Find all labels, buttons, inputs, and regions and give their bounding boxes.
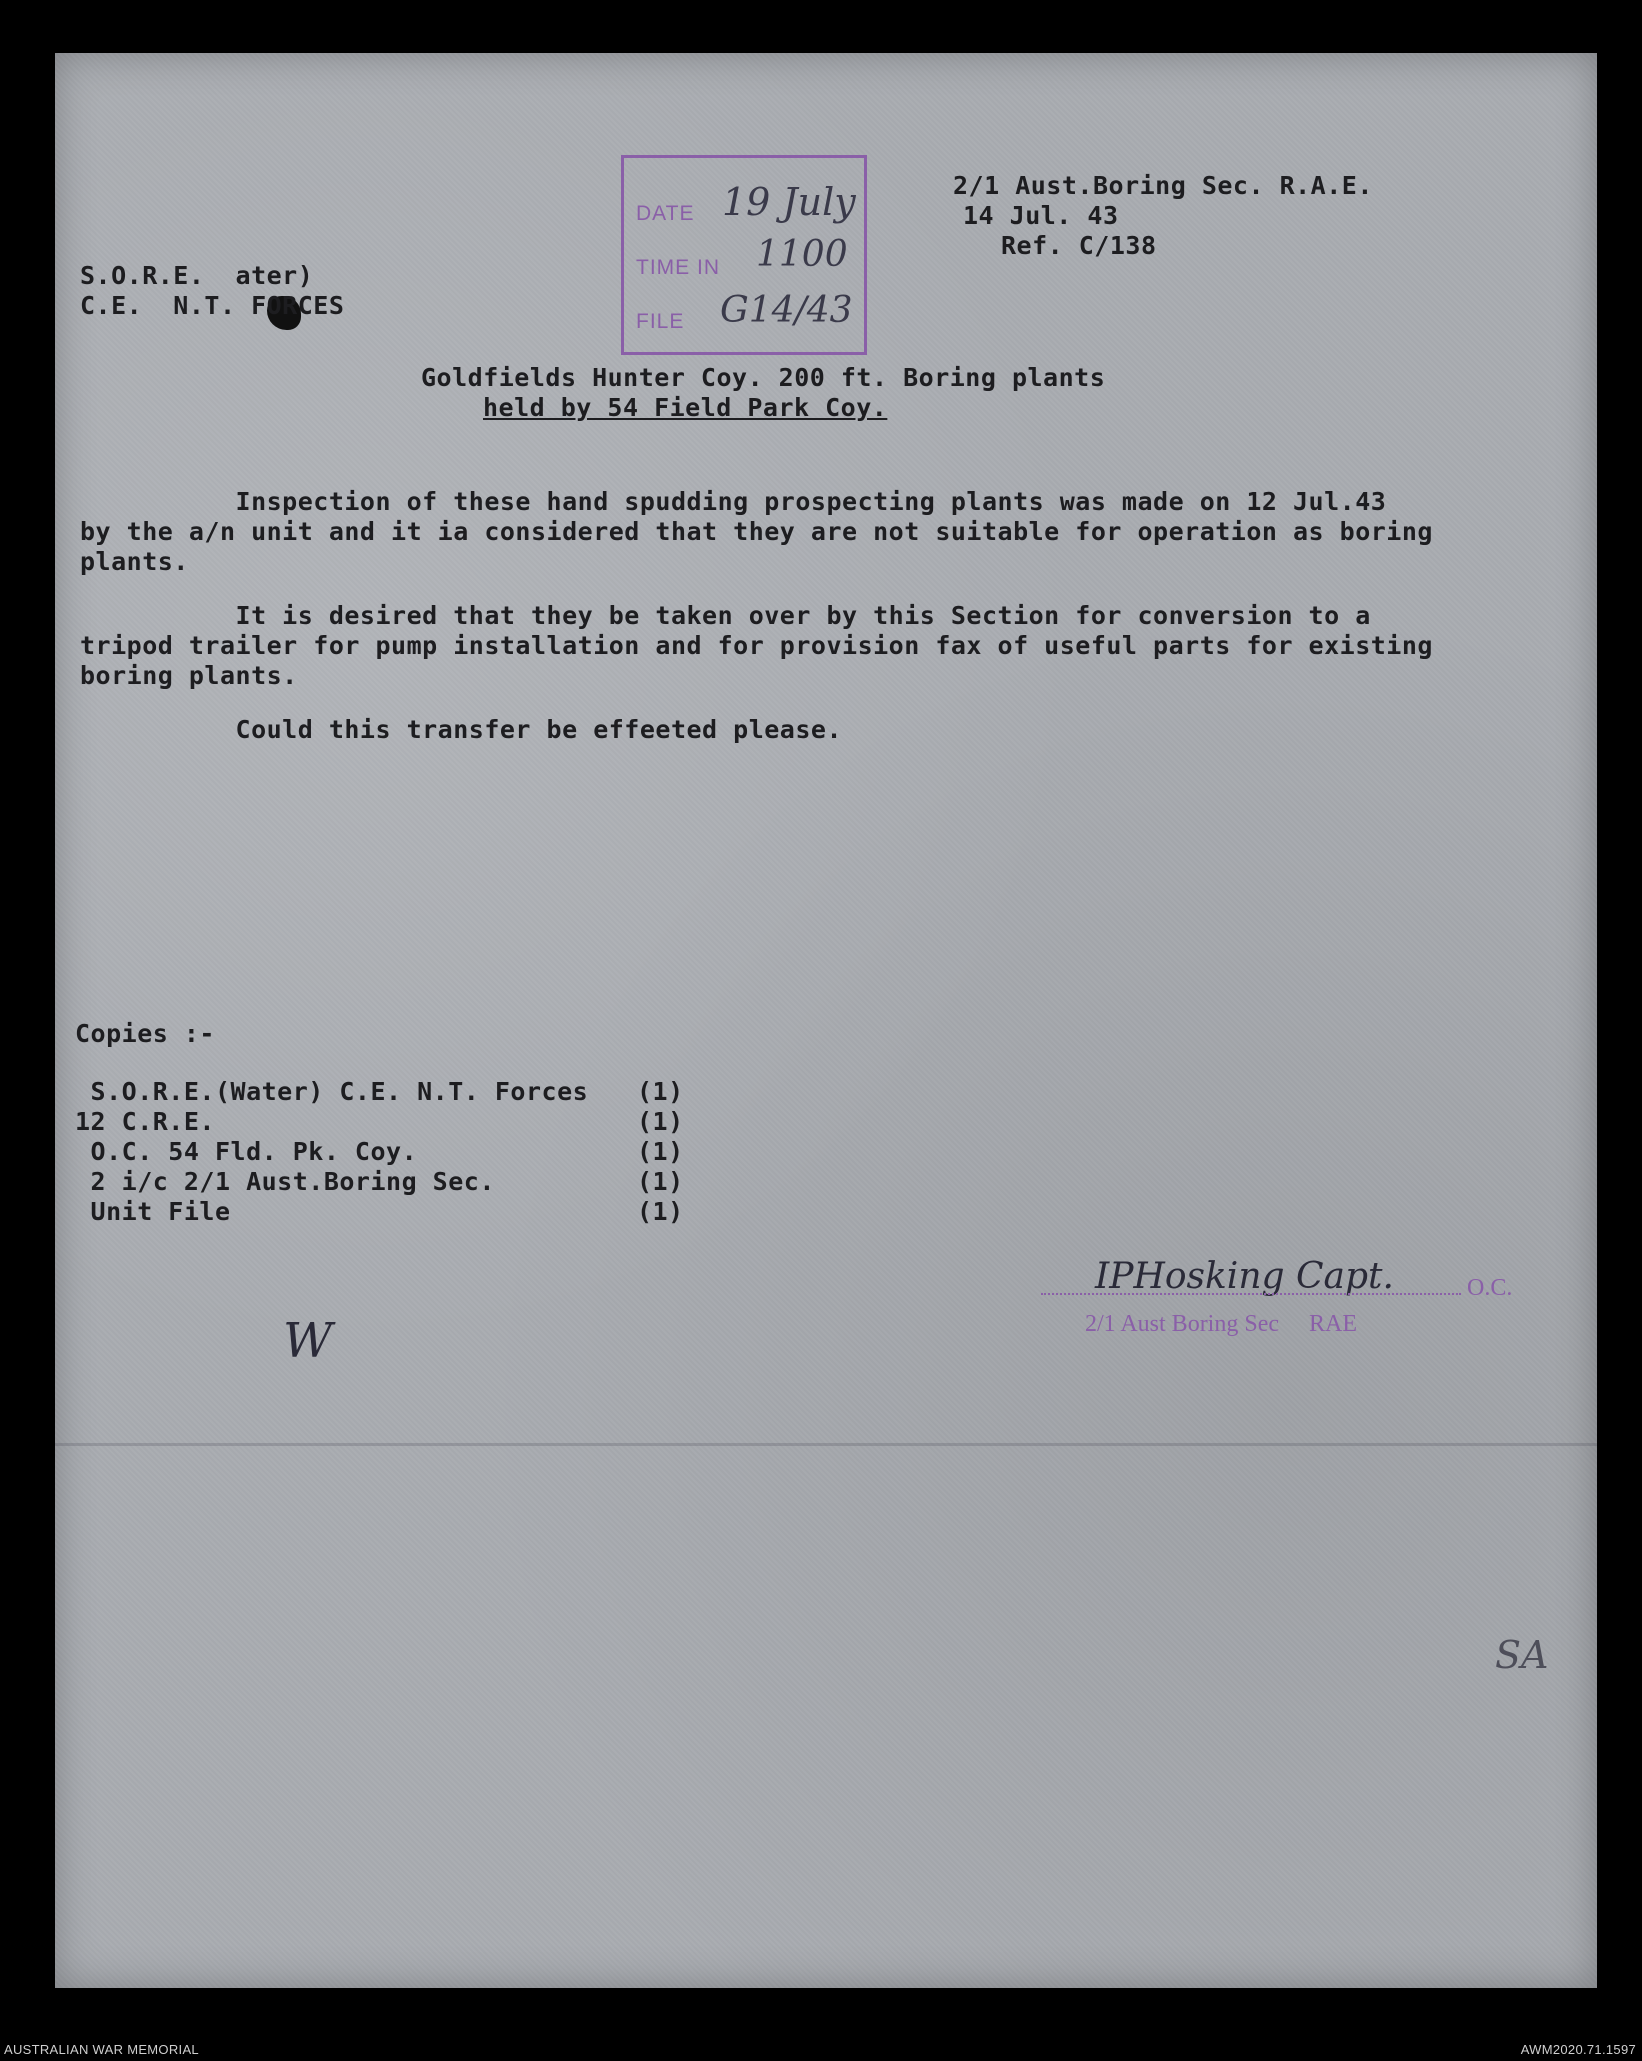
- body-p2-line2: tripod trailer for pump installation and for provision fax of useful parts for existing: [80, 631, 1433, 660]
- body-p1-line2: by the a/n unit and it ia considered that they are not suitable for operation as boring: [80, 517, 1433, 546]
- stamp-date-value: 19 July: [722, 180, 856, 224]
- copies-item-count: (1): [637, 1077, 684, 1106]
- copies-item-count: (1): [637, 1107, 684, 1136]
- corner-initials-mark: SA: [1495, 1633, 1549, 1677]
- stamp-file-value: G14/43: [720, 290, 853, 331]
- copies-item-name: 2 i/c 2/1 Aust.Boring Sec.: [75, 1167, 495, 1196]
- subject-line1: Goldfields Hunter Coy. 200 ft. Boring plants: [421, 363, 1106, 392]
- signature-oc-label: O.C.: [1467, 1275, 1513, 1301]
- addressee-line2: C.E. N.T. FORCES: [80, 291, 345, 320]
- received-stamp: [621, 155, 867, 355]
- stamp-time-label: TIME IN: [636, 256, 720, 279]
- initial-w-mark: W: [283, 1313, 333, 1369]
- header-ref: Ref. C/138: [1001, 231, 1157, 260]
- body-p2-line1: It is desired that they be taken over by this Section for conversion to a: [80, 601, 1371, 630]
- paper-fold: [55, 1443, 1597, 1446]
- body-p2-line3: boring plants.: [80, 661, 298, 690]
- footer-accession-number: AWM2020.71.1597: [1520, 2042, 1636, 2057]
- copies-item-name: O.C. 54 Fld. Pk. Coy.: [75, 1137, 418, 1166]
- copies-heading: Copies :-: [75, 1019, 215, 1048]
- copies-item-count: (1): [637, 1167, 684, 1196]
- signature-dotted-line: [1041, 1293, 1461, 1295]
- body-p3-line1: Could this transfer be effeeted please.: [80, 715, 843, 744]
- body-p1-line1: Inspection of these hand spudding prospecting plants was made on 12 Jul.43: [80, 487, 1387, 516]
- copies-item-count: (1): [637, 1137, 684, 1166]
- copies-item-count: (1): [637, 1197, 684, 1226]
- subject-line2: held by 54 Field Park Coy.: [483, 393, 888, 422]
- copies-item-name: S.O.R.E.(Water) C.E. N.T. Forces: [75, 1077, 589, 1106]
- copies-item-name: Unit File: [75, 1197, 231, 1226]
- copies-item-name: 12 C.R.E.: [75, 1107, 215, 1136]
- footer-institution: AUSTRALIAN WAR MEMORIAL: [4, 2042, 199, 2057]
- addressee-line1: S.O.R.E. ater): [80, 261, 314, 290]
- stamp-file-label: FILE: [636, 310, 685, 333]
- document-page: [55, 53, 1597, 1988]
- header-unit: 2/1 Aust.Boring Sec. R.A.E.: [953, 171, 1373, 200]
- signature-unit-stamp: 2/1 Aust Boring Sec RAE: [1085, 1311, 1358, 1337]
- signature-handwritten: IPHosking Capt.: [1095, 1256, 1394, 1297]
- stamp-date-label: DATE: [636, 202, 695, 225]
- stamp-time-value: 1100: [756, 234, 848, 275]
- body-p1-line3: plants.: [80, 547, 189, 576]
- header-date: 14 Jul. 43: [963, 201, 1119, 230]
